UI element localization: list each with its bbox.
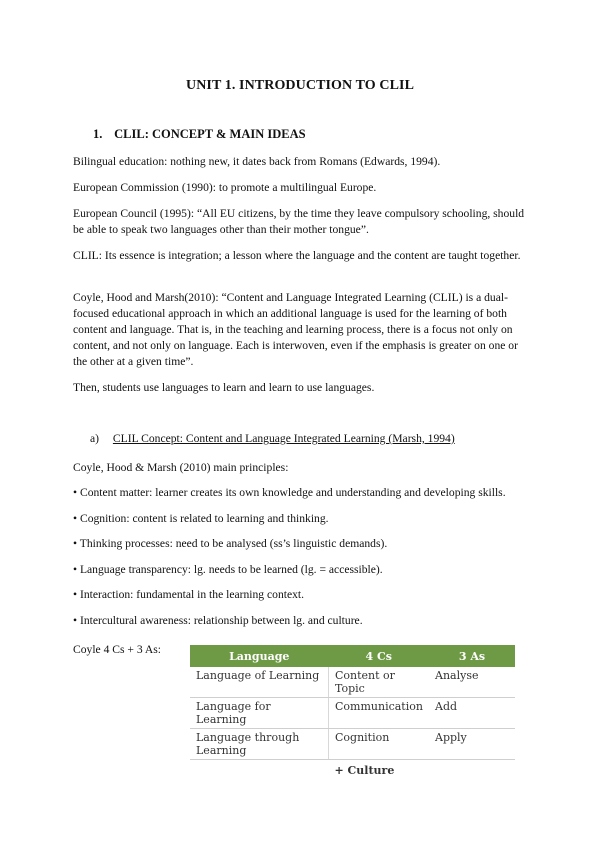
table-row bbox=[190, 729, 515, 760]
table-header-row bbox=[190, 645, 515, 667]
section-number: 1. bbox=[93, 127, 103, 141]
subheading bbox=[90, 432, 455, 445]
header-4cs: 4 Cs bbox=[329, 645, 430, 667]
paragraph-bilingual: Bilingual education: nothing new, it dates back from Romans (Edwards, 1994). bbox=[73, 155, 441, 168]
principle-item: • Thinking processes: need to be analysed (ss’s linguistic demands). bbox=[73, 537, 388, 550]
table-cell: Apply bbox=[429, 729, 515, 760]
subheading-letter: a) bbox=[90, 432, 100, 445]
header-3as: 3 As bbox=[429, 645, 515, 667]
paragraph-conclusion: Then, students use languages to learn and learn to use languages. bbox=[73, 381, 375, 394]
paragraph-commission: European Commission (1990): to promote a multilingual Europe. bbox=[73, 181, 377, 194]
table-cell: Analyse bbox=[429, 667, 515, 698]
section-heading-text: CLIL: CONCEPT & MAIN IDEAS bbox=[114, 127, 306, 141]
principle-item: • Content matter: learner creates its own knowledge and understanding and developing skills. bbox=[73, 486, 506, 499]
principles-intro: Coyle, Hood & Marsh (2010) main principles: bbox=[73, 461, 289, 474]
table-cell: Language through Learning bbox=[190, 729, 329, 760]
table-cell: Language for Learning bbox=[190, 698, 329, 729]
table-row bbox=[190, 698, 515, 729]
principle-item: • Language transparency: lg. needs to be learned (lg. = accessible). bbox=[73, 563, 383, 576]
section-heading bbox=[93, 127, 306, 142]
four-cs-table bbox=[190, 645, 515, 782]
table-cell: Language of Learning bbox=[190, 667, 329, 698]
table-footer-culture: + Culture bbox=[334, 764, 395, 777]
table-cell: Communication bbox=[329, 698, 430, 729]
table-row bbox=[190, 667, 515, 698]
paragraph-council: European Council (1995): “All EU citizens, by the time they leave compulsory schooling, should be able to speak two languages other than their mother tongue”. bbox=[73, 207, 525, 236]
table-footer-row bbox=[190, 760, 515, 783]
paragraph-clil-essence: CLIL: Its essence is integration; a lesson where the language and the content are taught together. bbox=[73, 249, 521, 262]
page-title: UNIT 1. INTRODUCTION TO CLIL bbox=[185, 78, 415, 93]
principle-item: • Intercultural awareness: relationship between lg. and culture. bbox=[73, 614, 363, 627]
principle-item: • Interaction: fundamental in the learning context. bbox=[73, 588, 305, 601]
subheading-text: CLIL Concept: Content and Language Integrated Learning (Marsh, 1994) bbox=[112, 432, 455, 445]
table-cell: Content or Topic bbox=[329, 667, 430, 698]
table-cell: Add bbox=[429, 698, 515, 729]
table-label: Coyle 4 Cs + 3 As: bbox=[73, 643, 162, 656]
header-language: Language bbox=[190, 645, 329, 667]
principle-item: • Cognition: content is related to learning and thinking. bbox=[73, 512, 329, 525]
table-cell: Cognition bbox=[329, 729, 430, 760]
paragraph-coyle-quote: Coyle, Hood and Marsh(2010): “Content and Language Integrated Learning (CLIL) is a dual-focused educational approach in which an additional language is used for the learning of both content and language. That is, in the teaching and learning process, there is a focus not only on content, and not only on language. Each is interwoven, even if the emphasis is greater on one or the other at a given time”. bbox=[73, 291, 518, 368]
